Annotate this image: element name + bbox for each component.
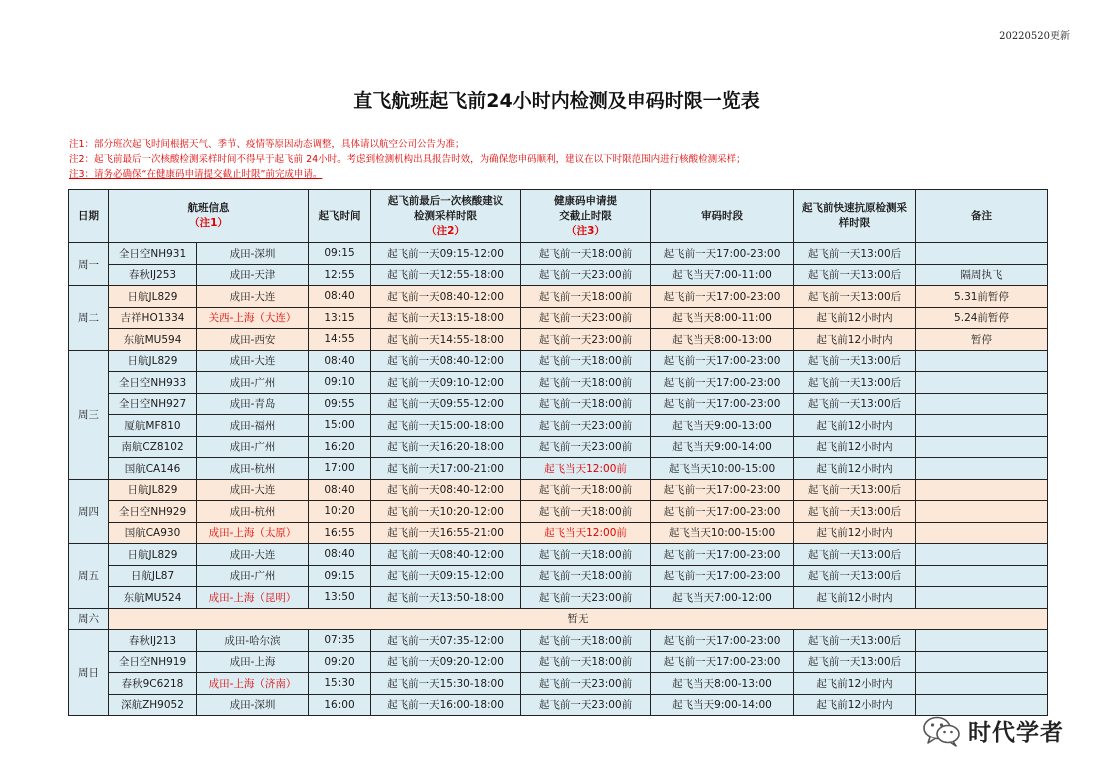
antigen-window-cell: 起飞前12小时内: [794, 329, 916, 351]
flight-cell: 南航CZ8102: [109, 436, 197, 458]
remark-cell: [916, 522, 1048, 544]
antigen-window-cell: 起飞前一天13:00后: [794, 630, 916, 652]
day-cell: 周四: [69, 479, 109, 544]
code-deadline-cell: 起飞前一天18:00前: [521, 286, 651, 308]
antigen-window-cell: 起飞前12小时内: [794, 587, 916, 609]
antigen-window-cell: 起飞前12小时内: [794, 415, 916, 437]
route-cell: 成田-杭州: [197, 501, 309, 523]
header-day: 日期: [69, 190, 109, 243]
header-code: [521, 190, 651, 243]
flight-cell: 全日空NH931: [109, 243, 197, 265]
table-row: [69, 350, 1048, 372]
table-row: [69, 307, 1048, 329]
flight-cell: 厦航MF810: [109, 415, 197, 437]
flight-cell: 日航JL829: [109, 544, 197, 566]
test-window-cell: 起飞前一天09:10-12:00: [371, 372, 521, 394]
header-review: 审码时段: [651, 190, 794, 243]
header-code-label: 健康码申请提交截止时限: [554, 194, 617, 222]
flight-cell: 日航JL829: [109, 286, 197, 308]
remark-cell: [916, 544, 1048, 566]
route-cell: 成田-西安: [197, 329, 309, 351]
table-row: [69, 393, 1048, 415]
flight-cell: 春秋9C6218: [109, 673, 197, 695]
test-window-cell: 起飞前一天08:40-12:00: [371, 544, 521, 566]
review-period-cell: 起飞当天9:00-13:00: [651, 415, 794, 437]
test-window-cell: 起飞前一天07:35-12:00: [371, 630, 521, 652]
review-period-cell: 起飞前一天17:00-23:00: [651, 565, 794, 587]
antigen-window-cell: 起飞前一天13:00后: [794, 243, 916, 265]
dep-time-cell: 13:15: [309, 307, 371, 329]
day-cell: 周五: [69, 544, 109, 609]
test-window-cell: 起飞前一天09:15-12:00: [371, 565, 521, 587]
table-row: [69, 587, 1048, 609]
test-window-cell: 起飞前一天15:00-18:00: [371, 415, 521, 437]
review-period-cell: 起飞当天10:00-15:00: [651, 522, 794, 544]
remark-cell: [916, 243, 1048, 265]
dep-time-cell: 09:10: [309, 372, 371, 394]
code-deadline-cell: 起飞前一天23:00前: [521, 415, 651, 437]
table-row: [69, 458, 1048, 480]
table-body: [69, 243, 1048, 716]
table-row: [69, 479, 1048, 501]
dep-time-cell: 15:00: [309, 415, 371, 437]
note-1: 注1：部分班次起飞时间根据天气、季节、疫情等原因动态调整，具体请以航空公司公告为准；: [69, 139, 465, 150]
antigen-window-cell: 起飞前12小时内: [794, 694, 916, 716]
test-window-cell: 起飞前一天13:50-18:00: [371, 587, 521, 609]
review-period-cell: 起飞当天8:00-13:00: [651, 329, 794, 351]
flight-cell: 日航JL829: [109, 479, 197, 501]
route-cell: 成田-广州: [197, 565, 309, 587]
flight-cell: 日航JL829: [109, 350, 197, 372]
dep-time-cell: 16:00: [309, 694, 371, 716]
flight-cell: 全日空NH927: [109, 393, 197, 415]
antigen-window-cell: 起飞前12小时内: [794, 458, 916, 480]
review-period-cell: 起飞当天9:00-14:00: [651, 694, 794, 716]
route-cell: 成田-大连: [197, 479, 309, 501]
route-cell: 成田-大连: [197, 544, 309, 566]
antigen-window-cell: 起飞前12小时内: [794, 436, 916, 458]
day-cell: 周日: [69, 630, 109, 716]
dep-time-cell: 08:40: [309, 479, 371, 501]
remark-cell: [916, 673, 1048, 695]
header-flight-label: 航班信息: [187, 202, 230, 214]
antigen-window-cell: 起飞前12小时内: [794, 673, 916, 695]
route-cell: 成田-大连: [197, 350, 309, 372]
note-3: 注3：请务必确保“在健康码申请提交截止时限”前完成申请。: [69, 169, 323, 180]
code-deadline-cell: 起飞前一天23:00前: [521, 694, 651, 716]
dep-time-cell: 08:40: [309, 544, 371, 566]
test-window-cell: 起飞前一天16:55-21:00: [371, 522, 521, 544]
antigen-window-cell: 起飞前一天13:00后: [794, 565, 916, 587]
test-window-cell: 起飞前一天12:55-18:00: [371, 264, 521, 286]
table-row: [69, 565, 1048, 587]
test-window-cell: 起飞前一天16:00-18:00: [371, 694, 521, 716]
header-flight: [109, 190, 309, 243]
flight-cell: 深航ZH9052: [109, 694, 197, 716]
code-deadline-cell: 起飞前一天23:00前: [521, 436, 651, 458]
remark-cell: 暂停: [916, 329, 1048, 351]
header-test-label: 起飞前最后一次核酸建议检测采样时限: [387, 194, 504, 222]
route-cell: 成田-广州: [197, 436, 309, 458]
header-flight-note: （注1）: [189, 217, 228, 229]
test-window-cell: 起飞前一天09:15-12:00: [371, 243, 521, 265]
antigen-window-cell: 起飞前一天13:00后: [794, 501, 916, 523]
table-row: [69, 501, 1048, 523]
table-row: [69, 243, 1048, 265]
remark-cell: [916, 415, 1048, 437]
header-test: [371, 190, 521, 243]
test-window-cell: 起飞前一天16:20-18:00: [371, 436, 521, 458]
table-row: [69, 286, 1048, 308]
route-cell: 成田-广州: [197, 372, 309, 394]
dep-time-cell: 16:55: [309, 522, 371, 544]
remark-cell: [916, 565, 1048, 587]
remark-cell: 隔周执飞: [916, 264, 1048, 286]
review-period-cell: 起飞当天10:00-15:00: [651, 458, 794, 480]
route-cell: 成田-上海: [197, 651, 309, 673]
code-deadline-cell: 起飞前一天18:00前: [521, 565, 651, 587]
flight-cell: 东航MU524: [109, 587, 197, 609]
code-deadline-cell: 起飞前一天18:00前: [521, 243, 651, 265]
table-row: [69, 673, 1048, 695]
route-cell: 成田-深圳: [197, 243, 309, 265]
route-cell: 成田-天津: [197, 264, 309, 286]
page-title: 直飞航班起飞前24小时内检测及申码时限一览表: [353, 90, 760, 112]
header-remark: 备注: [916, 190, 1048, 243]
code-deadline-cell: 起飞当天12:00前: [521, 522, 651, 544]
no-flight-cell: 暂无: [109, 608, 1048, 630]
code-deadline-cell: 起飞前一天23:00前: [521, 307, 651, 329]
flight-cell: 全日空NH919: [109, 651, 197, 673]
remark-cell: [916, 372, 1048, 394]
update-date: 20220520更新: [999, 31, 1070, 42]
table-row: [69, 415, 1048, 437]
antigen-window-cell: 起飞前一天13:00后: [794, 286, 916, 308]
review-period-cell: 起飞前一天17:00-23:00: [651, 630, 794, 652]
review-period-cell: 起飞前一天17:00-23:00: [651, 651, 794, 673]
review-period-cell: 起飞前一天17:00-23:00: [651, 501, 794, 523]
watermark-text: 时代学者: [968, 720, 1064, 746]
code-deadline-cell: 起飞前一天18:00前: [521, 372, 651, 394]
table-row: [69, 630, 1048, 652]
flight-cell: 日航JL87: [109, 565, 197, 587]
table-row: [69, 329, 1048, 351]
day-cell: 周六: [69, 608, 109, 630]
flight-cell: 东航MU594: [109, 329, 197, 351]
test-window-cell: 起飞前一天08:40-12:00: [371, 479, 521, 501]
remark-cell: [916, 350, 1048, 372]
dep-time-cell: 17:00: [309, 458, 371, 480]
header-row: [69, 190, 1048, 243]
remark-cell: [916, 458, 1048, 480]
code-deadline-cell: 起飞前一天23:00前: [521, 264, 651, 286]
route-cell: 成田-杭州: [197, 458, 309, 480]
wechat-icon: [922, 715, 962, 747]
remark-cell: [916, 436, 1048, 458]
dep-time-cell: 08:40: [309, 350, 371, 372]
route-cell: 成田-上海（昆明）: [197, 587, 309, 609]
antigen-window-cell: 起飞前一天13:00后: [794, 372, 916, 394]
flight-cell: 春秋IJ253: [109, 264, 197, 286]
flight-cell: 春秋IJ213: [109, 630, 197, 652]
antigen-window-cell: 起飞前12小时内: [794, 307, 916, 329]
remark-cell: [916, 630, 1048, 652]
review-period-cell: 起飞当天8:00-13:00: [651, 673, 794, 695]
header-dep: 起飞时间: [309, 190, 371, 243]
test-window-cell: 起飞前一天08:40-12:00: [371, 286, 521, 308]
review-period-cell: 起飞当天7:00-12:00: [651, 587, 794, 609]
review-period-cell: 起飞前一天17:00-23:00: [651, 479, 794, 501]
remark-cell: [916, 587, 1048, 609]
dep-time-cell: 14:55: [309, 329, 371, 351]
test-window-cell: 起飞前一天10:20-12:00: [371, 501, 521, 523]
route-cell: 关西-上海（大连）: [197, 307, 309, 329]
code-deadline-cell: 起飞前一天18:00前: [521, 479, 651, 501]
remark-cell: [916, 393, 1048, 415]
table-row: [69, 372, 1048, 394]
antigen-window-cell: 起飞前一天13:00后: [794, 544, 916, 566]
test-window-cell: 起飞前一天17:00-21:00: [371, 458, 521, 480]
table-row: [69, 694, 1048, 716]
code-deadline-cell: 起飞当天12:00前: [521, 458, 651, 480]
code-deadline-cell: 起飞前一天23:00前: [521, 587, 651, 609]
test-window-cell: 起飞前一天08:40-12:00: [371, 350, 521, 372]
review-period-cell: 起飞前一天17:00-23:00: [651, 393, 794, 415]
code-deadline-cell: 起飞前一天18:00前: [521, 630, 651, 652]
table-row: [69, 436, 1048, 458]
code-deadline-cell: 起飞前一天18:00前: [521, 350, 651, 372]
header-antigen: [794, 190, 916, 243]
route-cell: 成田-青岛: [197, 393, 309, 415]
day-cell: 周一: [69, 243, 109, 286]
remark-cell: [916, 651, 1048, 673]
code-deadline-cell: 起飞前一天23:00前: [521, 329, 651, 351]
remark-cell: [916, 501, 1048, 523]
dep-time-cell: 15:30: [309, 673, 371, 695]
remark-cell: 5.24前暂停: [916, 307, 1048, 329]
table-row: [69, 522, 1048, 544]
dep-time-cell: 09:15: [309, 243, 371, 265]
test-window-cell: 起飞前一天15:30-18:00: [371, 673, 521, 695]
dep-time-cell: 08:40: [309, 286, 371, 308]
test-window-cell: 起飞前一天13:15-18:00: [371, 307, 521, 329]
header-test-note: （注2）: [426, 224, 465, 237]
flight-cell: 全日空NH929: [109, 501, 197, 523]
flight-cell: 吉祥HO1334: [109, 307, 197, 329]
antigen-window-cell: 起飞前12小时内: [794, 522, 916, 544]
dep-time-cell: 12:55: [309, 264, 371, 286]
antigen-window-cell: 起飞前一天13:00后: [794, 350, 916, 372]
dep-time-cell: 10:20: [309, 501, 371, 523]
header-antigen-label: 起飞前快速抗原检测采样时限: [802, 202, 907, 229]
review-period-cell: 起飞前一天17:00-23:00: [651, 544, 794, 566]
table-row: [69, 264, 1048, 286]
antigen-window-cell: 起飞前一天13:00后: [794, 651, 916, 673]
route-cell: 成田-上海（太原）: [197, 522, 309, 544]
review-period-cell: 起飞前一天17:00-23:00: [651, 286, 794, 308]
test-window-cell: 起飞前一天09:55-12:00: [371, 393, 521, 415]
review-period-cell: 起飞前一天17:00-23:00: [651, 372, 794, 394]
dep-time-cell: 09:15: [309, 565, 371, 587]
antigen-window-cell: 起飞前一天13:00后: [794, 393, 916, 415]
review-period-cell: 起飞前一天17:00-23:00: [651, 243, 794, 265]
route-cell: 成田-哈尔滨: [197, 630, 309, 652]
schedule-table: [68, 189, 1048, 716]
review-period-cell: 起飞前一天17:00-23:00: [651, 350, 794, 372]
flight-cell: 国航CA146: [109, 458, 197, 480]
dep-time-cell: 13:50: [309, 587, 371, 609]
code-deadline-cell: 起飞前一天23:00前: [521, 673, 651, 695]
antigen-window-cell: 起飞前一天13:00后: [794, 264, 916, 286]
day-cell: 周三: [69, 350, 109, 479]
route-cell: 成田-大连: [197, 286, 309, 308]
route-cell: 成田-福州: [197, 415, 309, 437]
code-deadline-cell: 起飞前一天18:00前: [521, 393, 651, 415]
route-cell: 成田-上海（济南）: [197, 673, 309, 695]
table-row: [69, 608, 1048, 630]
dep-time-cell: 16:20: [309, 436, 371, 458]
review-period-cell: 起飞当天7:00-11:00: [651, 264, 794, 286]
review-period-cell: 起飞当天9:00-14:00: [651, 436, 794, 458]
route-cell: 成田-深圳: [197, 694, 309, 716]
code-deadline-cell: 起飞前一天18:00前: [521, 544, 651, 566]
dep-time-cell: 09:55: [309, 393, 371, 415]
remark-cell: [916, 694, 1048, 716]
test-window-cell: 起飞前一天14:55-18:00: [371, 329, 521, 351]
remark-cell: [916, 479, 1048, 501]
test-window-cell: 起飞前一天09:20-12:00: [371, 651, 521, 673]
day-cell: 周二: [69, 286, 109, 351]
remark-cell: 5.31前暂停: [916, 286, 1048, 308]
table-row: [69, 651, 1048, 673]
watermark: [922, 714, 1064, 747]
code-deadline-cell: 起飞前一天18:00前: [521, 651, 651, 673]
dep-time-cell: 09:20: [309, 651, 371, 673]
code-deadline-cell: 起飞前一天18:00前: [521, 501, 651, 523]
flight-cell: 全日空NH933: [109, 372, 197, 394]
table-row: [69, 544, 1048, 566]
flight-cell: 国航CA930: [109, 522, 197, 544]
dep-time-cell: 07:35: [309, 630, 371, 652]
antigen-window-cell: 起飞前一天13:00后: [794, 479, 916, 501]
note-2: 注2：起飞前最后一次核酸检测采样时间不得早于起飞前 24小时。考虑到检测机构出具报告时效，为确保您申码顺利，建议在以下时限范围内进行核酸检测采样；: [69, 154, 746, 165]
review-period-cell: 起飞当天8:00-11:00: [651, 307, 794, 329]
notes: [69, 137, 1069, 182]
header-code-note: （注3）: [566, 224, 605, 237]
